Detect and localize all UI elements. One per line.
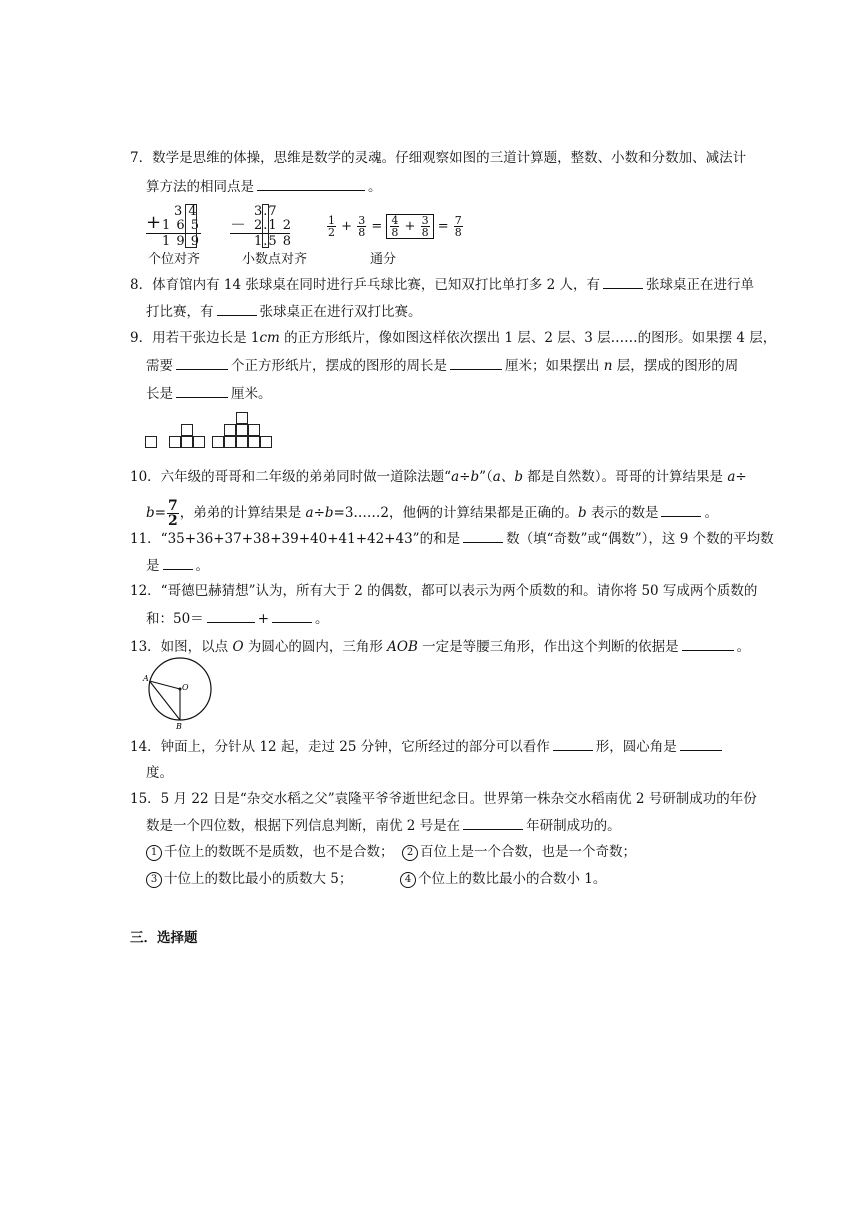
q13-circle-figure: [140, 652, 220, 732]
q14-blank-1[interactable]: [553, 737, 593, 751]
q14-blank-2[interactable]: [680, 737, 722, 751]
q7-line1: 7．数学是思维的体操，思维是数学的灵魂。仔细观察如图的三道计算题，整数、小数和分数加、减法计: [130, 150, 747, 166]
label-b: B: [176, 722, 182, 731]
q12-line1: 12．“哥德巴赫猜想”认为，所有大于 2 的偶数，都可以表示为两个质数的和。请你将 50 写成两个质数的: [130, 583, 758, 599]
label-o: O: [182, 683, 189, 692]
q13-blank[interactable]: [682, 637, 734, 651]
q12-line2: 和：50＝ + 。: [146, 611, 329, 627]
q7-answer-blank[interactable]: [257, 177, 365, 191]
calc2-caption: 小数点对齐: [242, 252, 308, 267]
q10-line2: b= $\frac{7}{2}$ ，弟弟的计算结果是 a÷b=3……2，他俩的计算结果都是正确的。b 表示的数是 。: [146, 498, 718, 529]
q8-blank-1[interactable]: [603, 275, 643, 289]
circled-number-3: 3: [146, 872, 162, 888]
calc1-row3: 1 9 9: [162, 234, 201, 249]
q7-line2: [146, 177, 382, 196]
q15-clue-3: 3 十位上的数比最小的质数大 5；: [146, 870, 352, 888]
calc2-minus: －: [230, 215, 247, 234]
frac-e: $\frac{7}{8}$: [454, 214, 462, 239]
square: [236, 412, 248, 424]
q7-line2-post: 。: [368, 179, 382, 195]
q7-line2-pre: 算方法的相同点是: [146, 179, 254, 195]
q8-line1: 8．体育馆内有 14 张球桌在同时进行乒乓球比赛，已知双打比单打多 2 人，有 张球桌正在进行单: [130, 277, 755, 293]
circled-number-2: 2: [402, 845, 418, 861]
calc3-caption: 通分: [370, 252, 397, 267]
q15-blank[interactable]: [463, 816, 523, 830]
q11-blank-1[interactable]: [463, 529, 503, 543]
section-heading: 三．选择题: [130, 930, 198, 946]
q8-blank-2[interactable]: [217, 302, 257, 316]
calc2-row1: 3.7: [254, 204, 278, 219]
calc1-plus: +: [146, 212, 162, 233]
square: [193, 436, 205, 448]
q15-line2: 数是一个四位数，根据下列信息判断，南优 2 号是在 年研制成功的。: [146, 818, 621, 834]
q14-line2: 度。: [146, 765, 173, 781]
q13-line1: 13．如图，以点 O 为圆心的圆内，三角形 AOB 一定是等腰三角形，作出这个判断的依据是 。: [130, 639, 751, 655]
q15-clue-4: 4 个位上的数比最小的合数小 1。: [400, 870, 606, 888]
calc2-point-box: [262, 204, 269, 248]
q14-line1: 14．钟面上，分针从 12 起，走过 25 分钟，它所经过的部分可以看作 形，圆心角是: [130, 737, 725, 756]
square: [236, 424, 248, 436]
q10-line1: 10．六年级的哥哥和二年级的弟弟同时做一道除法题“a÷b”（a、b 都是自然数）。哥哥的计算结果是 a÷: [130, 469, 747, 485]
q9-blank-1[interactable]: [176, 356, 228, 370]
square: [145, 436, 157, 448]
square: [260, 436, 272, 448]
q8-line2: 打比赛，有 张球桌正在进行双打比赛。: [146, 304, 422, 320]
square: [248, 436, 260, 448]
calc2-row3: 1.5 8: [254, 234, 293, 249]
calc1-units-box: [185, 204, 197, 248]
square: [169, 436, 181, 448]
calc1-row2: 1 6 5: [162, 218, 201, 233]
q11-line2: 是 。: [146, 558, 209, 574]
frac-b: $\frac{3}{8}$: [358, 214, 366, 239]
calc3-expression: $\frac{1}{2}$ + $\frac{3}{8}$ = $\frac{4}{8}$ + $\frac{3}{8}$ = $\frac{7}{8}$: [328, 214, 462, 239]
q9-line3: 长是 厘米。: [146, 386, 272, 402]
square: [181, 436, 193, 448]
q12-blank-2[interactable]: [272, 609, 312, 623]
segment-ab: [150, 681, 181, 720]
square: [181, 424, 193, 436]
square: [212, 436, 224, 448]
square: [236, 436, 248, 448]
q15-line1: 15．5 月 22 日是“杂交水稻之父”袁隆平爷爷逝世纪念日。世界第一株杂交水稻南优 2 号研制成功的年份: [130, 791, 757, 807]
q10-fraction: $\frac{7}{2}$: [167, 498, 178, 529]
square: [248, 424, 260, 436]
square: [224, 436, 236, 448]
q9-blank-3[interactable]: [176, 384, 228, 398]
segment-ao: [150, 681, 181, 689]
square: [224, 424, 236, 436]
calc3-box: $\frac{4}{8}$ + $\frac{3}{8}$: [386, 214, 433, 239]
q9-blank-2[interactable]: [450, 356, 502, 370]
frac-a: $\frac{1}{2}$: [328, 214, 335, 239]
circled-number-1: 1: [146, 845, 162, 861]
calc1-row1: 3 4: [174, 204, 198, 219]
q9-line2: 需要 个正方形纸片，摆成的图形的周长是 厘米；如果摆出 n 层，摆成的图形的周: [146, 358, 739, 374]
label-a: A: [143, 674, 149, 683]
frac-d: $\frac{3}{8}$: [421, 214, 429, 239]
q10-blank[interactable]: [661, 503, 701, 517]
q11-line1: 11．“35+36+37+38+39+40+41+42+43”的和是 数（填“奇数”或“偶数”），这 9 个数的平均数: [130, 531, 774, 547]
frac-c: $\frac{4}{8}$: [391, 214, 399, 239]
q11-blank-2[interactable]: [163, 556, 193, 570]
q15-clue-1: 1 千位上的数既不是质数，也不是合数；: [146, 843, 394, 861]
calc2-row2: 2.1 2: [254, 218, 293, 233]
q9-line1: 9．用若干张边长是 1cm 的正方形纸片，像如图这样依次摆出 1 层、2 层、3 层……的图形。如果摆 4 层，: [130, 330, 777, 346]
calc1-caption: 个位对齐: [148, 252, 201, 267]
q15-clue-2: 2 百位上是一个合数，也是一个奇数；: [402, 843, 636, 861]
circled-number-4: 4: [400, 872, 416, 888]
q12-blank-1[interactable]: [207, 609, 255, 623]
